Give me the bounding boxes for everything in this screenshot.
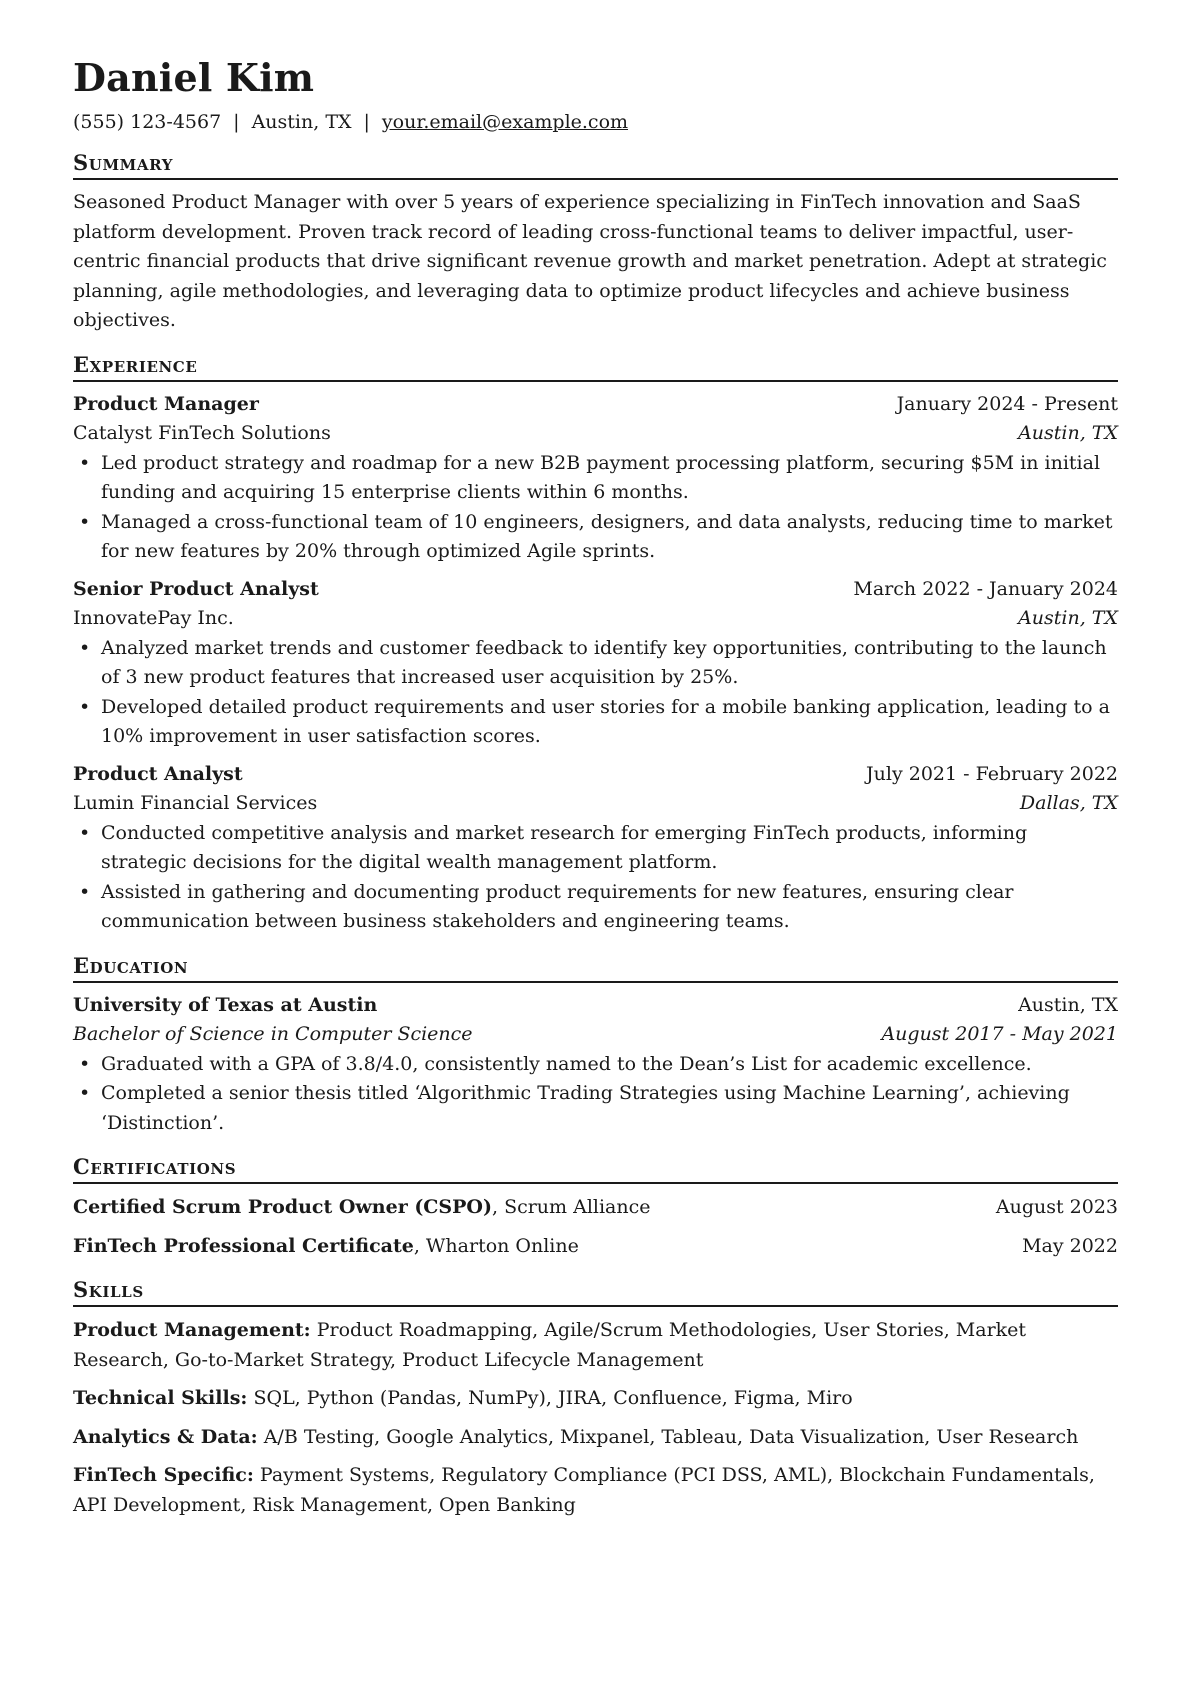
certification-row <box>73 1232 1118 1262</box>
job-header-row <box>73 390 1118 420</box>
job-dates: March 2022 - January 2024 <box>853 577 1118 600</box>
list-item: • Developed detailed product requirements and user stories for a mobile banking application, leading to a 10% improvement in user satisfaction scores. <box>101 693 1118 752</box>
certification-title <box>73 1232 579 1262</box>
list-item: • Completed a senior thesis titled ‘Algorithmic Trading Strategies using Machine Learning’, achieving ‘Distinction’. <box>101 1079 1118 1138</box>
degree-name: Bachelor of Science in Computer Science <box>73 1023 473 1046</box>
job-company: InnovatePay Inc. <box>73 607 234 630</box>
skills-heading: Skills <box>73 1277 1118 1307</box>
certification-row <box>73 1193 1118 1223</box>
certification-date: August 2023 <box>995 1196 1118 1219</box>
job-header-row <box>73 760 1118 790</box>
skill-row <box>73 1461 1118 1520</box>
job-entry <box>73 575 1118 752</box>
certification-issuer: , Scrum Alliance <box>491 1196 651 1219</box>
skill-row <box>73 1423 1118 1453</box>
contact-separator: | <box>233 110 240 133</box>
job-dates: January 2024 - Present <box>896 392 1118 415</box>
job-header-row <box>73 575 1118 605</box>
job-entry <box>73 760 1118 937</box>
skill-text: Product Roadmapping, Agile/Scrum Methodologies, User Stories, Market Research, Go-to-Market Strategy, Product Lifecycle Management <box>73 1319 1027 1371</box>
email-link[interactable]: your.email@example.com <box>381 110 629 133</box>
list-item: • Conducted competitive analysis and market research for emerging FinTech products, informing strategic decisions for the digital wealth management platform. <box>101 819 1118 878</box>
job-dates: July 2021 - February 2022 <box>866 762 1118 785</box>
certification-date: May 2022 <box>1022 1234 1118 1257</box>
skill-label: Technical Skills: <box>73 1387 248 1410</box>
school-location: Austin, TX <box>1018 993 1118 1016</box>
candidate-name: Daniel Kim <box>73 55 315 100</box>
certification-name: FinTech Professional Certificate <box>73 1234 414 1257</box>
job-location: Dallas, TX <box>1019 792 1118 815</box>
job-company-row <box>73 419 1118 449</box>
job-company: Lumin Financial Services <box>73 792 318 815</box>
summary-heading: Summary <box>73 150 1118 180</box>
education-dates: August 2017 - May 2021 <box>881 1023 1118 1046</box>
education-entry <box>73 991 1118 1139</box>
skill-text: SQL, Python (Pandas, NumPy), JIRA, Confluence, Figma, Miro <box>247 1387 853 1410</box>
job-role: Product Analyst <box>73 762 243 785</box>
list-item: • Managed a cross-functional team of 10 engineers, designers, and data analysts, reducing time to market for new features by 20% through optimized Agile sprints. <box>101 508 1118 567</box>
list-item: • Assisted in gathering and documenting product requirements for new features, ensuring clear communication between business stakeholders and engineering teams. <box>101 878 1118 937</box>
education-heading: Education <box>73 953 1118 983</box>
list-item: • Analyzed market trends and customer feedback to identify key opportunities, contributing to the launch of 3 new product features that increased user acquisition by 25%. <box>101 634 1118 693</box>
skill-text: Payment Systems, Regulatory Compliance (PCI DSS, AML), Blockchain Fundamentals, API Development, Risk Management, Open Banking <box>73 1464 1095 1516</box>
summary-text: Seasoned Product Manager with over 5 years of experience specializing in FinTech innovation and SaaS platform development. Proven track record of leading cross-functional teams to deliver impactful, user-centric financial products that drive significant revenue growth and market penetration. Adept at strategic planning, agile methodologies, and leveraging data to optimize product lifecycles and achieve business objectives. <box>73 191 1107 332</box>
job-company-row <box>73 789 1118 819</box>
certification-name: Certified Scrum Product Owner (CSPO) <box>73 1196 492 1219</box>
skill-label: FinTech Specific: <box>73 1464 254 1487</box>
job-role: Senior Product Analyst <box>73 577 319 600</box>
list-item: • Led product strategy and roadmap for a new B2B payment processing platform, securing $5M in initial funding and acquiring 15 enterprise clients within 6 months. <box>101 449 1118 508</box>
skill-row <box>73 1384 1118 1414</box>
job-bullets <box>73 449 1118 567</box>
job-location: Austin, TX <box>1018 422 1118 445</box>
school-name: University of Texas at Austin <box>73 993 378 1016</box>
job-entry <box>73 390 1118 567</box>
certification-issuer: , Wharton Online <box>413 1234 579 1257</box>
job-bullets <box>73 634 1118 752</box>
degree-row <box>73 1020 1118 1050</box>
job-company-row <box>73 604 1118 634</box>
school-row <box>73 991 1118 1021</box>
skill-label: Analytics & Data: <box>73 1425 258 1448</box>
phone-number: (555) 123-4567 <box>73 110 222 133</box>
contact-separator: | <box>363 110 370 133</box>
education-bullets <box>73 1050 1118 1139</box>
skill-text: A/B Testing, Google Analytics, Mixpanel, Tableau, Data Visualization, User Research <box>257 1425 1079 1448</box>
contact-line <box>73 110 1118 135</box>
certification-title <box>73 1193 651 1223</box>
contact-location: Austin, TX <box>251 110 352 133</box>
experience-heading: Experience <box>73 352 1118 382</box>
list-item: • Graduated with a GPA of 3.8/4.0, consistently named to the Dean’s List for academic excellence. <box>101 1050 1118 1080</box>
certifications-heading: Certifications <box>73 1154 1118 1184</box>
job-location: Austin, TX <box>1018 607 1118 630</box>
job-company: Catalyst FinTech Solutions <box>73 422 331 445</box>
job-role: Product Manager <box>73 392 259 415</box>
skill-label: Product Management: <box>73 1319 311 1342</box>
skill-row <box>73 1316 1118 1375</box>
job-bullets <box>73 819 1118 937</box>
